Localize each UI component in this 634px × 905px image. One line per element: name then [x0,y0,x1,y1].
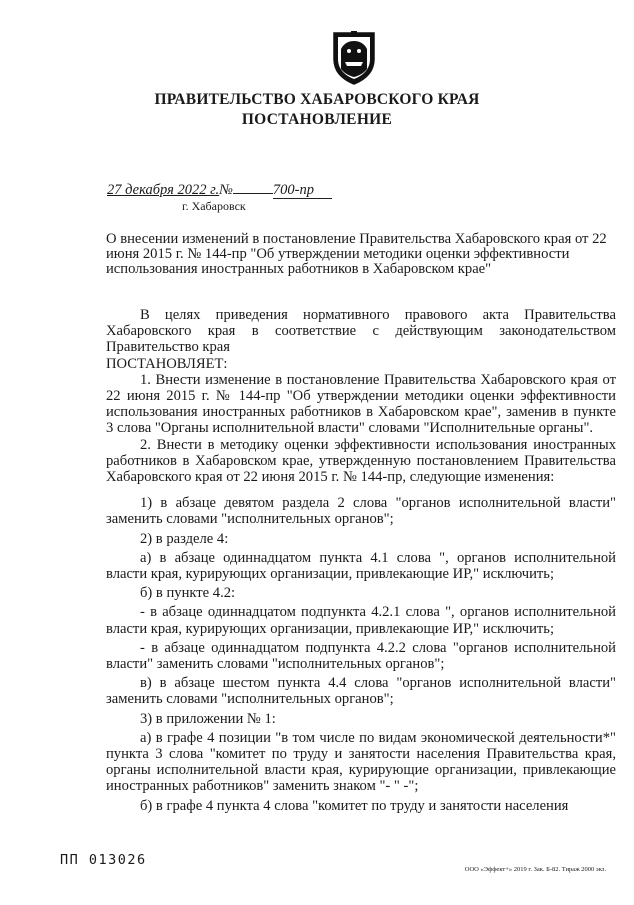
paragraph: б) в пункте 4.2: [140,585,236,602]
coat-of-arms-emblem [331,29,377,85]
document-date-line [107,181,332,199]
number-underline [233,181,273,194]
paragraph: 3) в приложении № 1: [140,710,276,727]
paragraph: а) в абзаце одиннадцатом пункта 4.1 слова ", органов исполнительной власти края, курирующих организации, привлекающие ИР," исключить; [106,549,616,583]
paragraph: 1) в абзаце девятом раздела 2 слова "органов исполнительной власти" заменить словами "исполнительных органов"; [106,495,616,528]
paragraph: б) в графе 4 пункта 4 слова "комитет по труду и занятости населения [140,797,569,814]
number-sign: № [219,182,233,198]
document-city: г. Хабаровск [182,199,246,213]
paragraph: а) в графе 4 позиции "в том числе по видам экономической деятельности*" пункта 3 слова "комитет по труду и занятости населения Правительства края, органы исполнительной власти края, курирующие организации, привлекающие иностранных работников" заменить знаком "- " -"; [106,729,616,795]
intro-paragraph: В целях приведения нормативного правового акта Правительства Хабаровского края в соответствие с действующим законодательством Правительство края [106,307,616,356]
document-body [106,307,616,814]
document-date: 27 декабря 2022 г. [107,182,220,198]
decree-heading: ПОСТАНОВЛЯЕТ: [106,355,228,372]
paragraph: - в абзаце одиннадцатом подпункта 4.2.1 слова ", органов исполнительной власти края, курирующих организации, привлекающие ИР," исключить; [106,604,616,637]
form-code: ПП 013026 [60,852,147,868]
government-title: ПРАВИТЕЛЬСТВО ХАБАРОВСКОГО КРАЯ [154,91,480,108]
document-number: 700-пр [273,182,332,199]
document-subject: О внесении изменений в постановление Правительства Хабаровского края от 22 июня 2015 г. № 144-пр "Об утверждении методики оценки эффективности использования иностранных работников в Хабаровском крае" [106,231,607,277]
paragraph: 2) в разделе 4: [140,530,229,547]
paragraph: в) в абзаце шестом пункта 4.4 слова "органов исполнительной власти" заменить словами "исполнительных органов"; [106,675,616,708]
paragraph: - в абзаце одиннадцатом подпункта 4.2.2 слова "органов исполнительной власти" заменить словами "исполнительных органов"; [106,639,616,673]
paragraph: 2. Внести в методику оценки эффективности использования иностранных работников в Хабаровском крае, утвержденную постановлением Правительства Хабаровского края от 22 июня 2015 г. № 144-пр, следующие изменения: [106,436,616,486]
printer-imprint: ООО «Эффект+» 2019 г. Зак. Б-82. Тираж 2000 экз. [464,866,606,873]
document-type: ПОСТАНОВЛЕНИЕ [241,111,393,128]
paragraph: 1. Внести изменение в постановление Правительства Хабаровского края от 22 июня 2015 г. № 144-пр "Об утверждении методики оценки эффективности использования иностранных работников в Хабаровском крае", заменив в пункте 3 слова "Органы исполнительной власти" словами "Исполнительные органы". [106,371,616,437]
